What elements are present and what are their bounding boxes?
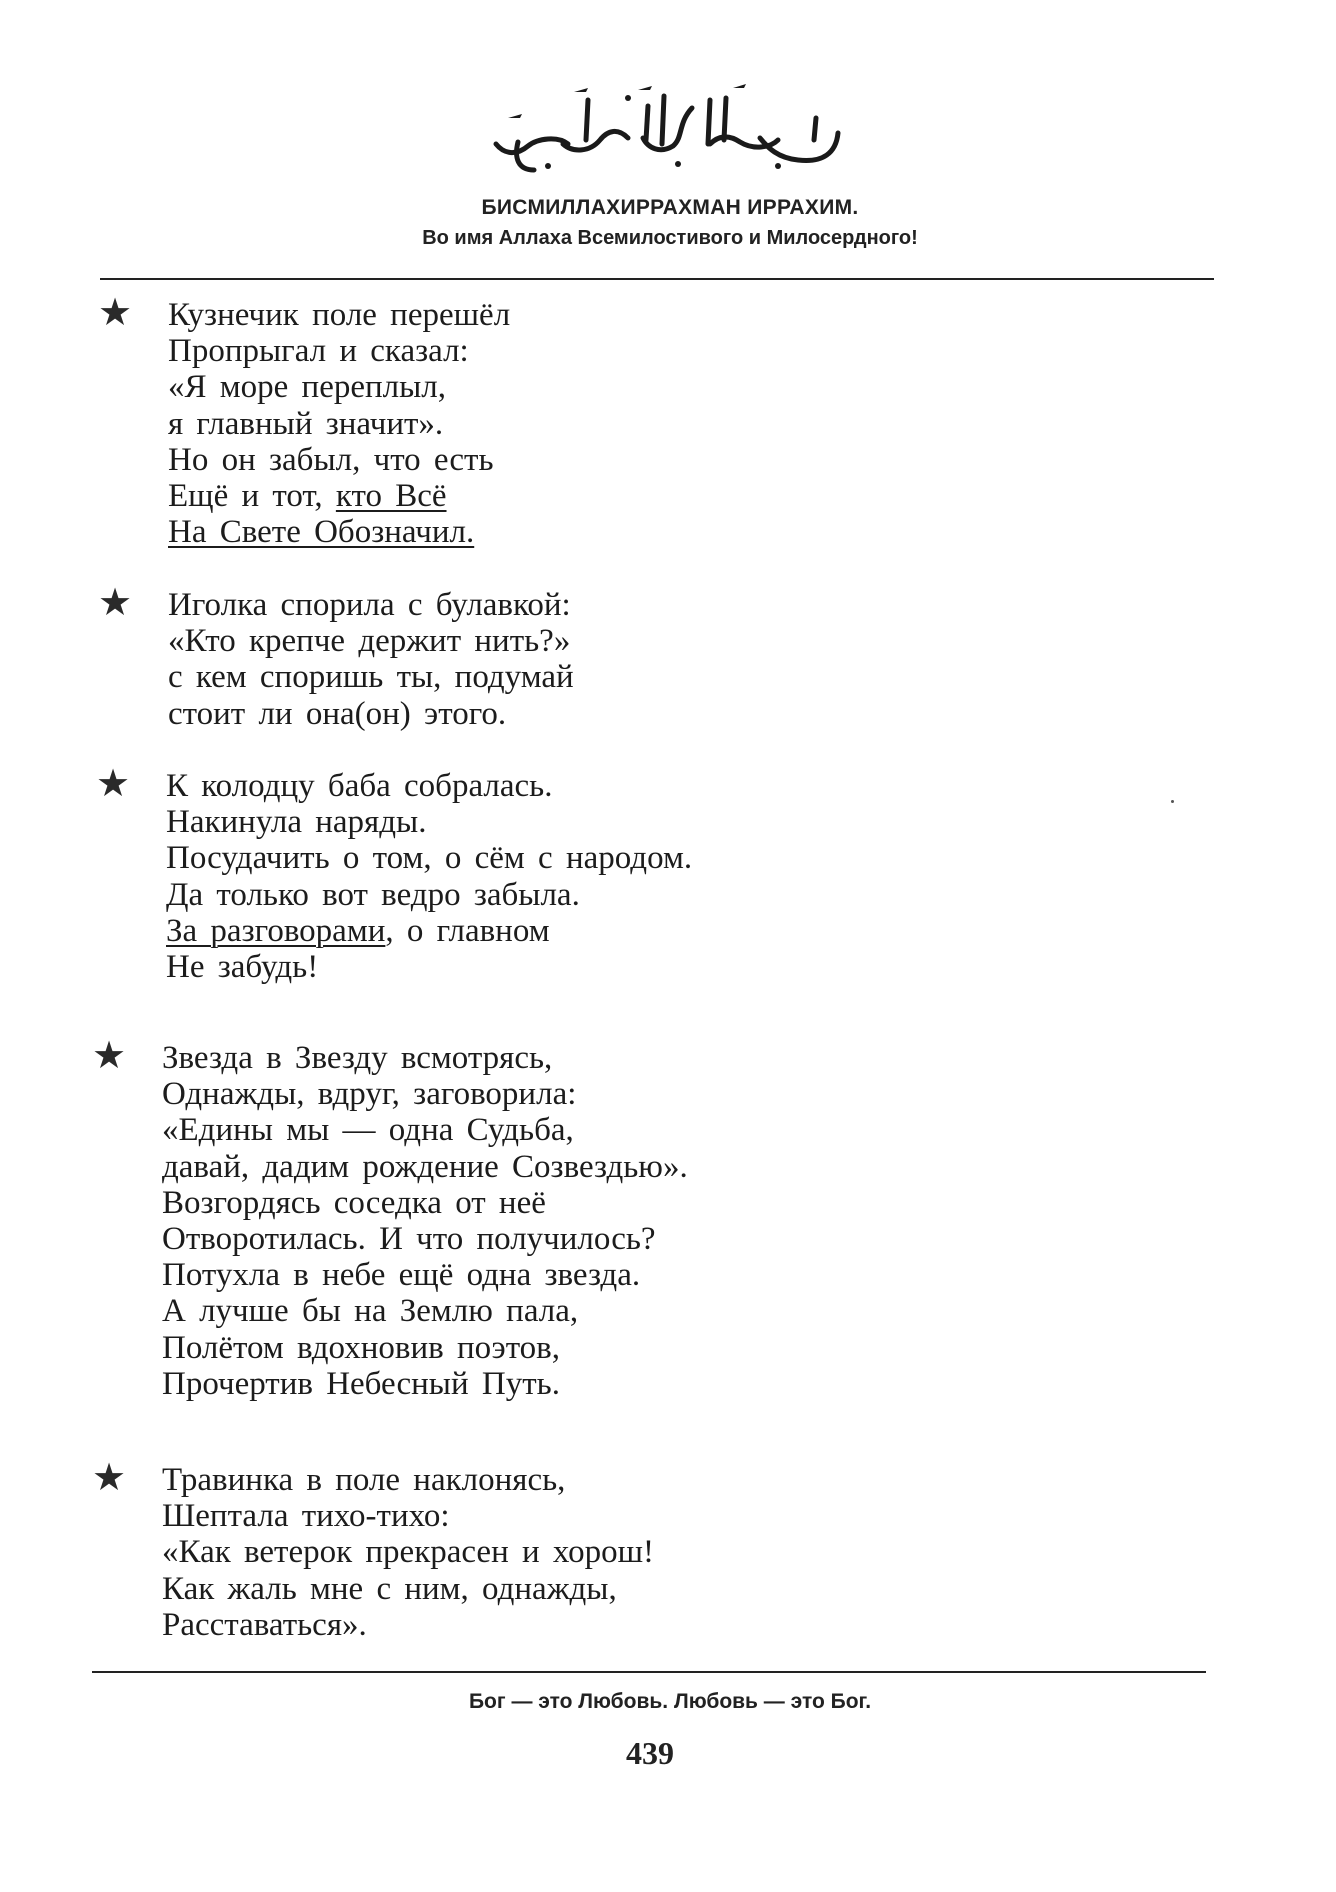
basmala-calligraphy [478,78,858,178]
header-divider [100,278,1214,280]
poem-line: «Едины мы — одна Судьба, [162,1112,574,1149]
poem-line: «Как ветерок прекрасен и хорош! [162,1534,655,1571]
poem-line: Звезда в Звезду всмотрясь, [162,1040,553,1076]
poem-line: я главный значит». [168,405,444,442]
poem-line: Но он забыл, что есть [168,441,494,478]
poem-line: Да только вот ведро забыла. [166,876,580,913]
stanza-lines [162,1462,654,1643]
header-title: БИСМИЛЛАХИРРАХМАН ИРРАХИМ. [481,196,859,219]
poem-line: Однажды, вдруг, заговорила: [162,1076,577,1113]
poem-line: Как жаль мне с ним, однажды, [162,1570,617,1607]
poem-line-underlined: На Свете Обозначил. [168,514,475,551]
star-icon: ★ [98,290,133,334]
star-icon: ★ [92,1033,127,1077]
poem-line-text: , о главном [385,912,550,949]
poem-line: Прочертив Небесный Путь. [162,1365,560,1402]
poem-line: Расставаться». [162,1606,367,1643]
poem-line: «Я море переплыл, [168,369,447,406]
poem-line: Не забудь! [166,948,319,985]
stanza-lines [166,768,692,985]
header-subtitle: Во имя Аллаха Всемилостивого и Милосердного! [422,227,918,249]
poem-line: «Кто крепче держит нить?» [168,623,571,660]
poem-line: Кузнечик поле перешёл [168,297,511,333]
scan-speck [1171,800,1174,803]
page-number: 439 [626,1735,674,1771]
poem-line: стоит ли она(он) этого. [168,695,507,732]
poem-line: Потухла в небе ещё одна звезда. [162,1257,641,1294]
poem-line: Посудачить о том, о сём с народом. [166,840,693,877]
poem-line: А лучше бы на Землю пала, [162,1293,579,1330]
poem-line: с кем споришь ты, подумай [168,659,574,696]
poem-line-text: Ещё и тот, [168,477,336,514]
footer-motto: Бог — это Любовь. Любовь — это Бог. [468,1690,872,1713]
stanza-lines [168,587,574,732]
star-icon: ★ [98,580,133,624]
star-icon: ★ [92,1455,127,1499]
poem-line: Пропрыгал и сказал: [168,333,469,370]
stanza-lines [168,297,510,550]
poem-line: Травинка в поле наклонясь, [162,1462,566,1498]
poem-line: К колодцу баба собралась. [166,768,553,804]
poem-line: Накинула наряды. [166,804,427,841]
poem-line: Возгордясь соседка от неё [162,1184,546,1221]
star-icon: ★ [96,761,131,805]
poem-line: давай, дадим рождение Созвездью». [162,1148,688,1185]
underlined-phrase: кто Всё [335,477,447,514]
poem-line: Полётом вдохновив поэтов, [162,1329,561,1366]
stanza-lines [162,1040,688,1402]
poem-line: Шептала тихо-тихо: [162,1498,450,1535]
footer-divider [92,1671,1206,1673]
poem-line: Иголка спорила с булавкой: [168,587,571,623]
poem-line [168,478,510,514]
poem-line: Отворотилась. И что получилось? [162,1220,656,1257]
underlined-phrase: За разговорами [166,912,386,949]
poem-line [166,913,692,949]
